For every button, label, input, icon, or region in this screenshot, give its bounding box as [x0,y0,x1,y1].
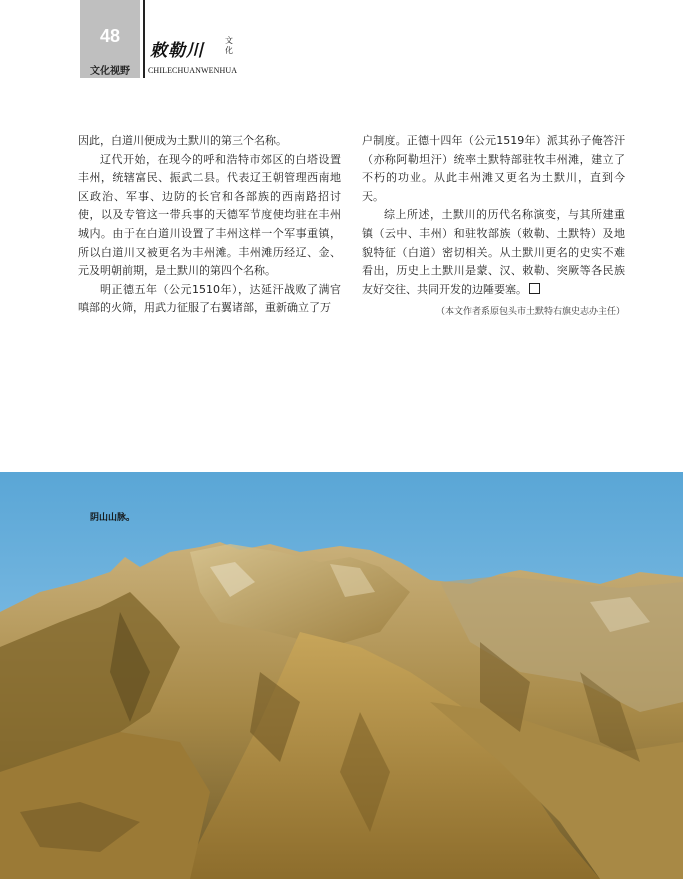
column-logo [148,34,240,78]
paragraph: 明正德五年（公元1510年），达延汗战败了满官嗔部的火筛，用武力征服了右翼诸部，重新确立了万 [78,282,341,315]
page-number-tab [80,0,140,78]
logo-pinyin: CHILECHUANWENHUA [148,66,238,75]
section-label: 文化视野 [90,66,130,77]
photo-caption: 阴山山脉。 [90,513,136,523]
header-divider [143,0,145,78]
author-credit: （本文作者系原包头市土默特右旗史志办主任） [435,307,625,318]
logo-small-text: 文化 [225,36,233,55]
paragraph: 户制度。正德十四年（公元1519年）派其孙子俺答汗（亦称阿勒坦汗）统率土默特部驻牧丰州滩，建立了不朽的功业。从此丰州滩又更名为土默川，直到今天。 [362,134,625,203]
paragraph: 因此，白道川便成为土默川的第三个名称。 [78,134,287,147]
page-number: 48 [99,26,121,46]
paragraph: 辽代开始，在现今的呼和浩特市郊区的白塔设置丰州，统辖富民、振武二县。代表辽王朝管理西南地区政治、军事、边防的长官和各部族的西南路招讨使，以及专管这一带兵事的天德军节度使均驻在丰州城内。由于在白道川设置了丰州这样一个军事重镇，所以白道川又被更名为丰州滩。丰州滩历经辽、金、元及明朝前期，是土默川的第四个名称。 [78,152,341,278]
article-column-right [362,132,625,322]
paragraph-text: 综上所述，土默川的历代名称演变，与其所建重镇（云中、丰州）和驻牧部族（敕勒、土默特）及地貌特征（白道）密切相关。从土默川更名的史实不难看出，历史上土默川是蒙、汉、敕勒、突厥等各民族友好交往、共同开发的边陲要塞。 [362,208,625,296]
mountain-photo [0,472,683,879]
paragraph-final [362,206,625,299]
end-mark-icon [529,283,540,294]
logo-calligraphy: 敕勒川 [150,41,204,61]
article-column-left [78,132,341,318]
